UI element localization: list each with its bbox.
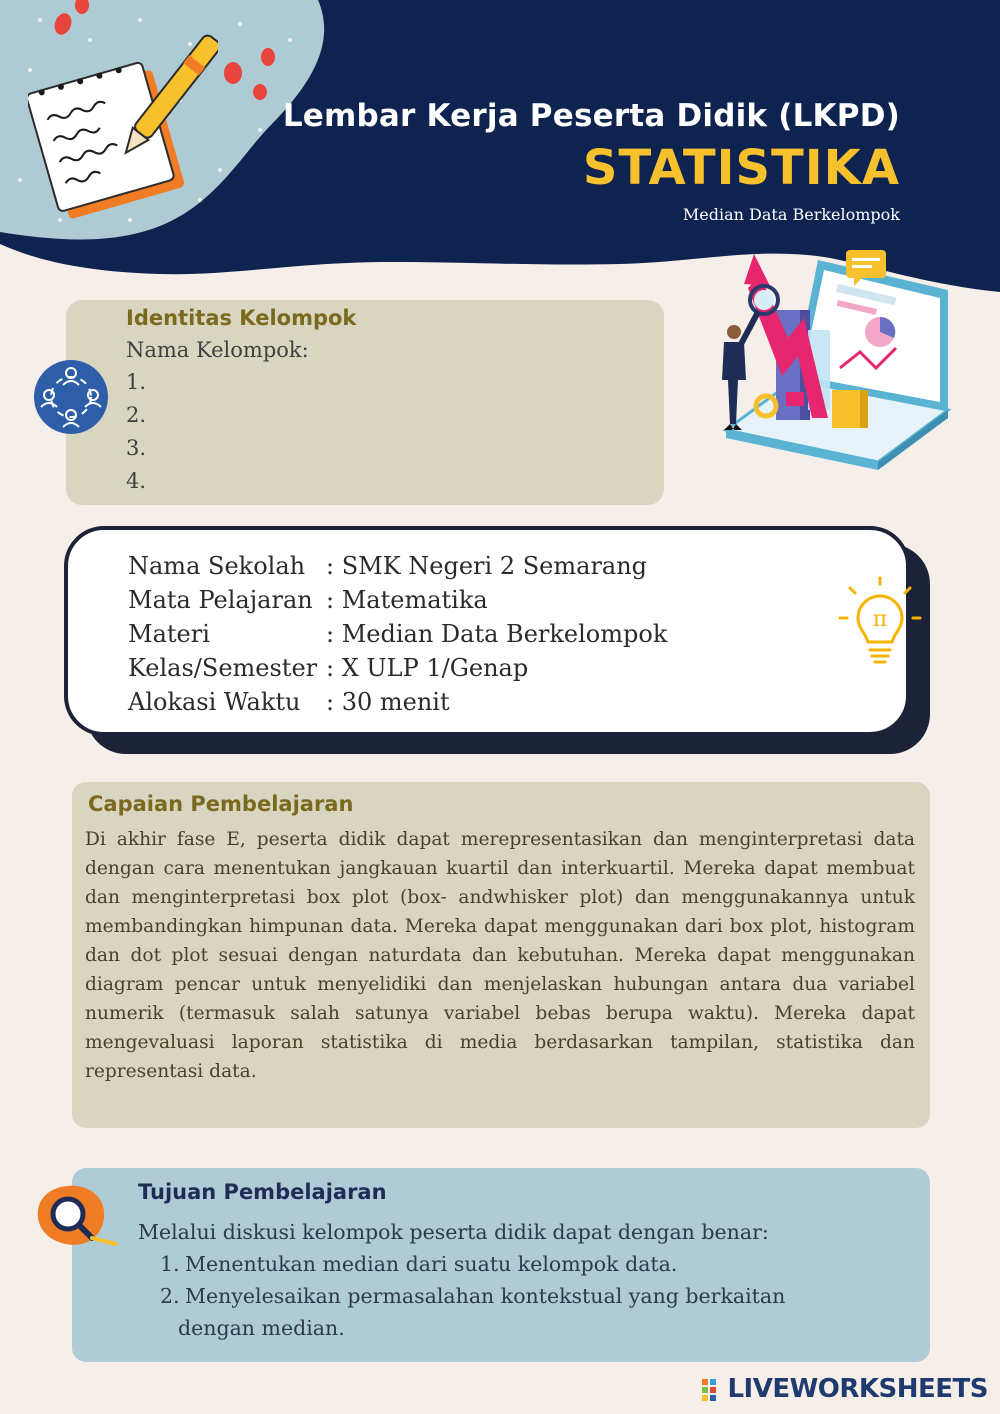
school-info-card <box>64 526 910 736</box>
learning-objective-heading: Tujuan Pembelajaran <box>138 1180 387 1204</box>
material-label: Materi <box>128 620 210 648</box>
objective-number-2: 2. <box>160 1284 180 1308</box>
objective-item-1 <box>160 1252 677 1276</box>
class-row <box>128 654 528 682</box>
magnifier-icon <box>34 1182 120 1252</box>
school-value: : SMK Negeri 2 Semarang <box>326 552 648 580</box>
worksheet-title: Lembar Kerja Peserta Didik (LKPD) <box>282 98 900 134</box>
lightbulb-pi-icon <box>836 574 926 674</box>
time-value: : 30 menit <box>326 688 450 716</box>
identity-heading: Identitas Kelompok <box>126 306 357 330</box>
material-row <box>128 620 667 648</box>
learning-outcome-text: Di akhir fase E, peserta didik dapat merepresentasikan dan menginterpretasi data dengan cara menentukan jangkauan kuartil dan interkuartil. Mereka dapat membuat dan menginterpretasi box plot (box- andwhisker plot) dan menggunakannya untuk membandingkan himpunan data. Mereka dapat menggunakan dari box plot, histogram dan dot plot sesuai dengan naturdata dan kebutuhan. Mereka dapat menggunakan diagram pencar untuk menyelidiki dan menjelaskan hubungan antara dua variabel numerik (termasuk salah satunya variabel bebas berupa waktu). Mereka dapat mengevaluasi laporan statistika di media berdasarkan tampilan, statistika dan representasi data. <box>85 829 915 1082</box>
group-icon <box>34 360 108 434</box>
learning-outcome-box <box>72 782 930 1128</box>
data-analytics-illustration <box>668 240 958 480</box>
member-line-2[interactable]: 2. <box>126 403 147 427</box>
objective-number-1: 1. <box>160 1252 180 1276</box>
pi-symbol: π <box>872 607 888 632</box>
learning-objective-intro: Melalui diskusi kelompok peserta didik dapat dengan benar: <box>138 1220 769 1244</box>
subject-value: : Matematika <box>326 586 488 614</box>
member-line-1[interactable]: 1. <box>126 370 147 394</box>
subject-label: Mata Pelajaran <box>128 586 313 614</box>
material-value: : Median Data Berkelompok <box>326 620 668 648</box>
group-identity-box <box>66 300 664 505</box>
group-name-label: Nama Kelompok: <box>126 338 309 362</box>
subject-row <box>128 586 488 614</box>
learning-outcome-heading: Capaian Pembelajaran <box>88 792 354 816</box>
school-label: Nama Sekolah <box>128 552 306 580</box>
objective-item-2 <box>160 1284 785 1308</box>
class-value: : X ULP 1/Genap <box>326 654 529 682</box>
class-label: Kelas/Semester <box>128 654 318 682</box>
liveworksheets-logo[interactable] <box>702 1374 988 1404</box>
learning-objective-box <box>72 1168 930 1362</box>
liveworksheets-icon <box>702 1378 724 1402</box>
subject-title: STATISTIKA <box>582 140 900 196</box>
brand-text: LIVEWORKSHEETS <box>727 1374 988 1404</box>
notebook-pen-icon <box>28 22 218 222</box>
objective-text-1: Menentukan median dari suatu kelompok data. <box>185 1252 678 1276</box>
time-label: Alokasi Waktu <box>128 688 301 716</box>
topic-subtitle: Median Data Berkelompok <box>682 205 900 224</box>
objective-item-2-continued: dengan median. <box>178 1316 345 1340</box>
objective-text-2: Menyelesaikan permasalahan kontekstual yang berkaitan <box>185 1284 786 1308</box>
member-line-3[interactable]: 3. <box>126 436 147 460</box>
school-row <box>128 552 647 580</box>
time-row <box>128 688 450 716</box>
member-line-4[interactable]: 4. <box>126 469 147 493</box>
